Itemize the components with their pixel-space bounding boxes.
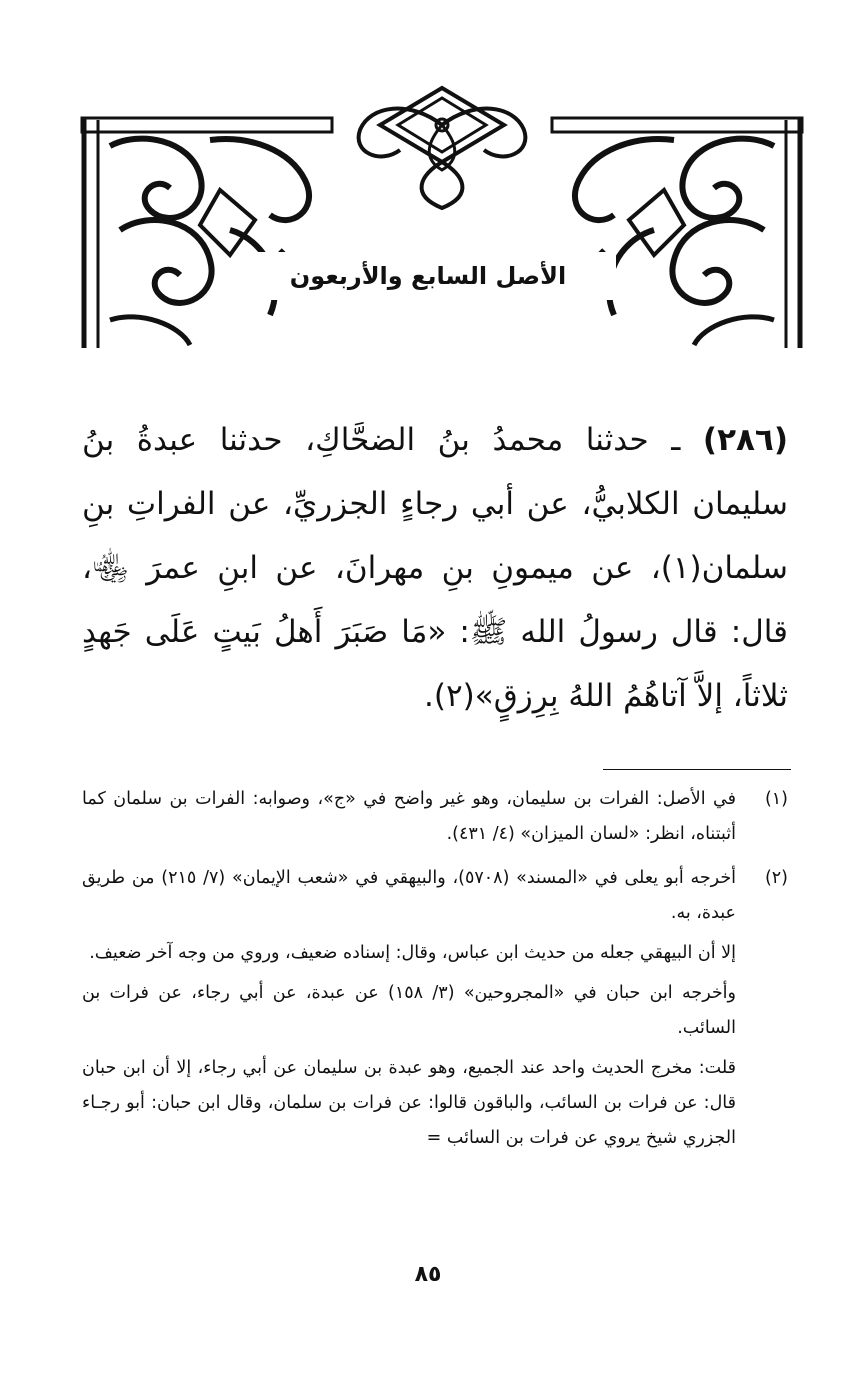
hadith-text [82,408,788,728]
footnotes [82,782,788,1165]
chapter-title: الأصل السابع والأربعون [240,252,616,300]
chapter-header-ornament [80,80,804,350]
hadith-number: (٢٨٦) [702,422,788,458]
footnote-marker: (١) [764,789,788,809]
footnote-1 [82,782,788,857]
footnote-marker: (٢) [764,868,788,888]
right-corner-ornament [552,118,802,348]
hadith-body: ـ حدثنا محمدُ بنُ الضحَّاكِ، حدثنا عبدةُ بنُ سليمان الكلابيُّ، عن أبي رجاءٍ الجزريِّ، عن الفراتِ بنِ سلمان(١)، عن ميمونِ بنِ مهرانَ، عن ابنِ عمرَ ﵄، قال: قال رسولُ الله ﷺ: «مَا صَبَرَ أَهلُ بَيتٍ عَلَى جَهدٍ ثلاثاً، إلاَّ آتاهُمُ اللهُ بِرِزقٍ»(٢). [82,422,788,714]
footnote-2 [82,861,788,1161]
footnote-separator [603,769,791,770]
center-medallion-ornament [359,88,526,208]
left-corner-ornament [82,118,332,348]
footnote-paragraph: قلت: مخرج الحديث واحد عند الجميع، وهو عبدة بن سليمان عن أبي رجاء، إلا أن ابن حبان قال: عن فرات بن السائب، والباقون قالوا: عن فرات بن سلمان، وقال ابن حبان: أبو رجـاء الجزري شيخ يروي عن فرات بن السائب = [82,1058,736,1148]
footnote-paragraph: في الأصل: الفرات بن سليمان، وهو غير واضح في «ج»، وصوابه: الفرات بن سلمان كما أثبتناه، انظر: «لسان الميزان» (٤/ ٤٣١). [82,789,736,844]
page-number: ٨٥ [414,1262,442,1287]
footnote-paragraph: إلا أن البيهقي جعله من حديث ابن عباس، وقال: إسناده ضعيف، وروي من وجه آخر ضعيف. [89,943,736,963]
footnote-paragraph: وأخرجه ابن حبان في «المجروحين» (٣/ ١٥٨) عن عبدة، عن أبي رجاء، عن فرات بن السائب. [82,983,736,1038]
footnote-paragraph: أخرجه أبو يعلى في «المسند» (٥٧٠٨)، والبيهقي في «شعب الإيمان» (٧/ ٢١٥) من طريق عبدة، به. [82,868,736,923]
